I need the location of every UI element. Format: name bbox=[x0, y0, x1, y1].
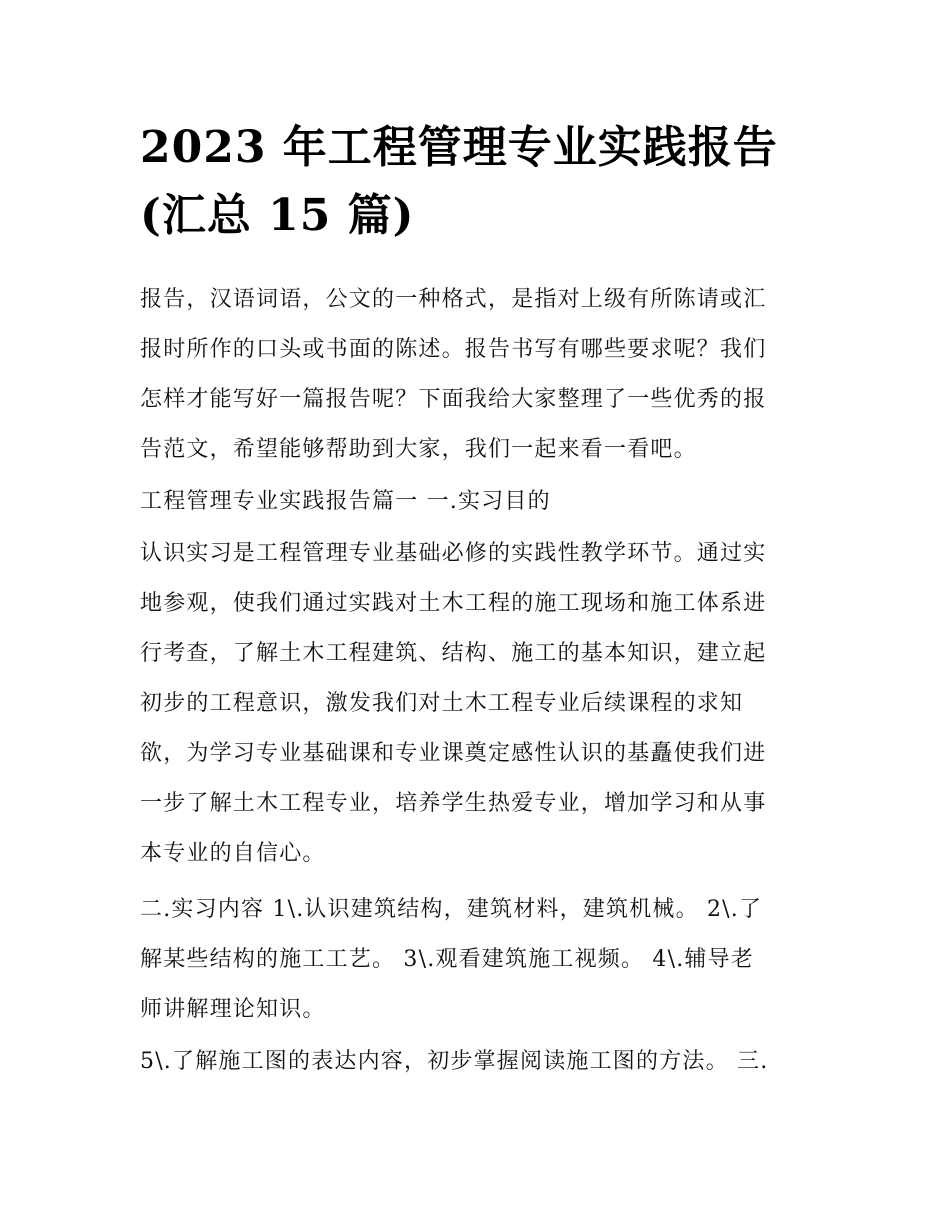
text-line: 工程管理专业实践报告篇一 一.实习目的 bbox=[140, 489, 551, 514]
drawing-paragraph bbox=[140, 1037, 812, 1087]
text-line: 二.实习内容 1\.认识建筑结构，建筑材料，建筑机械。 2\.了 bbox=[140, 897, 763, 922]
text-line: 师讲解理论知识。 bbox=[140, 997, 326, 1022]
text-line: 告范文，希望能够帮助到大家，我们一起来看一看吧。 bbox=[140, 437, 697, 462]
text-line: 5\.了解施工图的表达内容，初步掌握阅读施工图的方法。 三. bbox=[140, 1049, 769, 1074]
intro-paragraph bbox=[140, 275, 812, 475]
purpose-paragraph bbox=[140, 529, 812, 879]
title-line: 2023 年工程管理专业实践报告 bbox=[140, 122, 778, 173]
text-line: 地参观，使我们通过实践对土木工程的施工现场和施工体系进 bbox=[140, 591, 767, 616]
text-line: 解某些结构的施工工艺。 3\.观看建筑施工视频。 4\.辅导老 bbox=[140, 947, 754, 972]
content-paragraph bbox=[140, 885, 812, 1035]
text-line: 行考查，了解土木工程建筑、结构、施工的基本知识，建立起 bbox=[140, 641, 767, 666]
text-line: 一步了解土木工程专业，培养学生热爱专业，增加学习和从事 bbox=[140, 791, 767, 816]
text-line: 报告，汉语词语，公文的一种格式，是指对上级有所陈请或汇 bbox=[140, 287, 767, 312]
text-line: 初步的工程意识，激发我们对土木工程专业后续课程的求知 bbox=[140, 691, 744, 716]
document-title bbox=[140, 114, 812, 250]
text-line: 报时所作的口头或书面的陈述。报告书写有哪些要求呢？我们 bbox=[140, 337, 767, 362]
text-line: 认识实习是工程管理专业基础必修的实践性教学环节。通过实 bbox=[140, 541, 767, 566]
title-line: (汇总 15 篇) bbox=[140, 190, 415, 241]
section-heading-paragraph bbox=[140, 477, 812, 527]
text-line: 欲，为学习专业基础课和专业课奠定感性认识的基矗使我们进 bbox=[140, 741, 767, 766]
text-line: 本专业的自信心。 bbox=[140, 841, 326, 866]
text-line: 怎样才能写好一篇报告呢？下面我给大家整理了一些优秀的报 bbox=[140, 387, 767, 412]
